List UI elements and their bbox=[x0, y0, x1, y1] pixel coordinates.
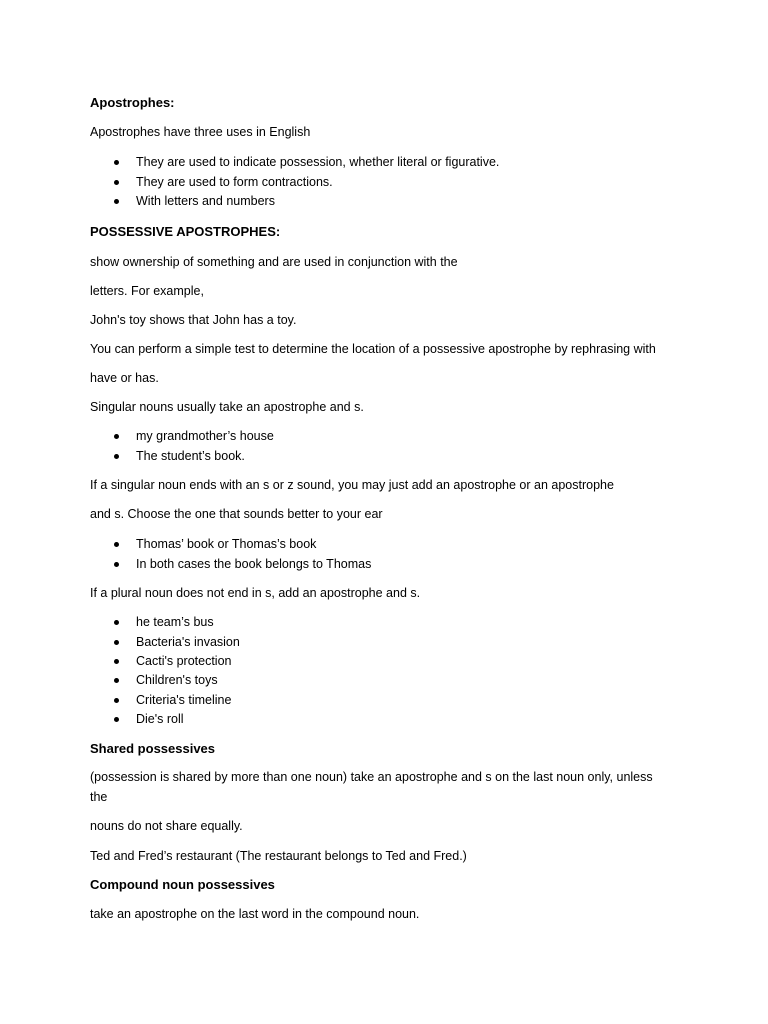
bullet-icon bbox=[114, 562, 119, 567]
list-item: he team’s bus bbox=[136, 615, 214, 629]
paragraph-text: (possession is shared by more than one noun) take an apostrophe and s on the last noun only, unless bbox=[90, 770, 653, 784]
example-text: John's toy shows that John has a toy. bbox=[90, 313, 297, 327]
example-text: Ted and Fred’s restaurant (The restaurant belongs to Ted and Fred.) bbox=[90, 849, 467, 863]
section-heading-shared: Shared possessives bbox=[90, 741, 216, 756]
intro-text: Apostrophes have three uses in English bbox=[90, 125, 311, 139]
list-item: They are used to form contractions. bbox=[136, 175, 333, 189]
bullet-icon bbox=[114, 180, 119, 185]
list-item: Die's roll bbox=[136, 712, 184, 726]
paragraph-text: have or has. bbox=[90, 371, 159, 385]
list-item: The student’s book. bbox=[136, 449, 245, 463]
section-heading-compound: Compound noun possessives bbox=[90, 877, 275, 892]
bullet-icon bbox=[114, 678, 119, 683]
list-item: Criteria's timeline bbox=[136, 693, 232, 707]
paragraph-text: You can perform a simple test to determine the location of a possessive apostrophe by rephrasing with bbox=[90, 342, 656, 356]
list-item: They are used to indicate possession, whether literal or figurative. bbox=[136, 155, 500, 169]
section-heading-possessive: POSSESSIVE APOSTROPHES: bbox=[90, 224, 281, 239]
list-item: Children's toys bbox=[136, 673, 218, 687]
list-item: In both cases the book belongs to Thomas bbox=[136, 557, 372, 571]
paragraph-text: If a plural noun does not end in s, add an apostrophe and s. bbox=[90, 586, 421, 600]
bullet-icon bbox=[114, 434, 119, 439]
bullet-icon bbox=[114, 620, 119, 625]
document-title: Apostrophes: bbox=[90, 95, 175, 110]
paragraph-text: and s. Choose the one that sounds better to your ear bbox=[90, 507, 383, 521]
list-item: my grandmother’s house bbox=[136, 429, 274, 443]
bullet-icon bbox=[114, 542, 119, 547]
bullet-icon bbox=[114, 659, 119, 664]
paragraph-text: nouns do not share equally. bbox=[90, 819, 243, 833]
bullet-icon bbox=[114, 160, 119, 165]
bullet-icon bbox=[114, 717, 119, 722]
bullet-icon bbox=[114, 640, 119, 645]
paragraph-text: If a singular noun ends with an s or z sound, you may just add an apostrophe or an apostrophe bbox=[90, 478, 614, 492]
bullet-icon bbox=[114, 454, 119, 459]
paragraph-text: Singular nouns usually take an apostrophe and s. bbox=[90, 400, 364, 414]
paragraph-text: show ownership of something and are used in conjunction with the bbox=[90, 255, 458, 269]
paragraph-text: take an apostrophe on the last word in the compound noun. bbox=[90, 907, 420, 921]
bullet-icon bbox=[114, 199, 119, 204]
list-item: Thomas’ book or Thomas’s book bbox=[136, 537, 317, 551]
list-item: With letters and numbers bbox=[136, 194, 275, 208]
paragraph-text: the bbox=[90, 790, 108, 804]
paragraph-text: letters. For example, bbox=[90, 284, 204, 298]
bullet-icon bbox=[114, 698, 119, 703]
list-item: Cacti's protection bbox=[136, 654, 232, 668]
list-item: Bacteria's invasion bbox=[136, 635, 240, 649]
